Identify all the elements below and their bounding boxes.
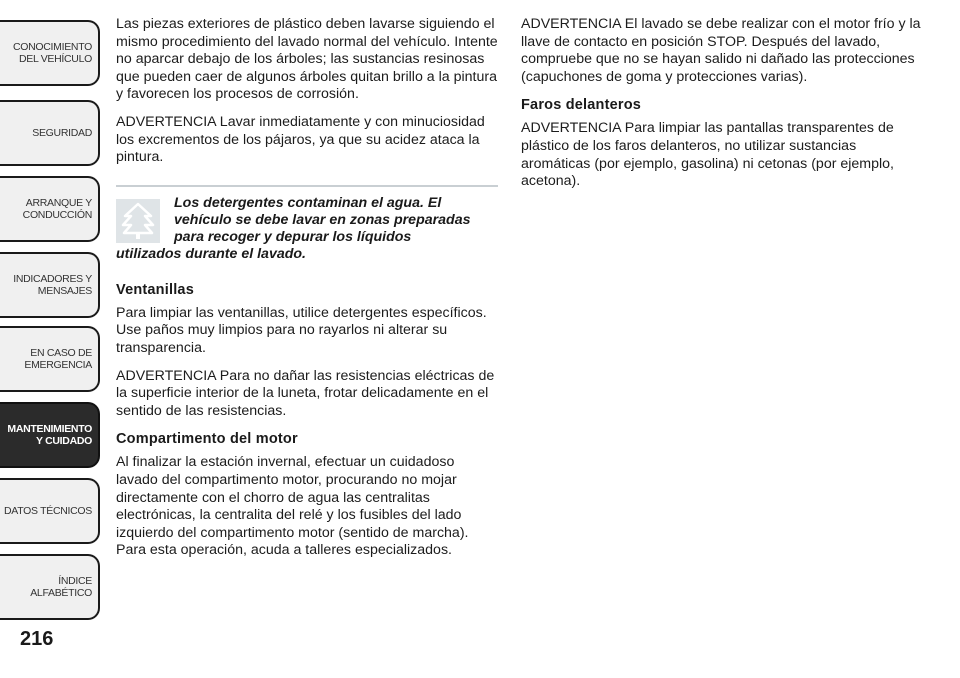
tab-indice[interactable] [0, 554, 100, 620]
warning-paragraph: ADVERTENCIA Para limpiar las pantallas transparentes de plástico de los faros delanteros, no utilizar sustancias aromáticas (por ejemplo, gasolina) ni cetonas (por ejemplo, acetona). [521, 120, 894, 190]
note-text: Los detergentes contaminan el agua. El vehículo se debe lavar en zonas preparadas para recoger y depurar los líquidos [174, 194, 471, 245]
tree-icon [116, 199, 160, 243]
warning-paragraph: ADVERTENCIA El lavado se debe realizar con el motor frío y la llave de contacto en posición STOP. Después del lavado, compruebe que no se hayan salido ni dañado las protecciones (capuchones de goma y protecciones varias). [521, 16, 921, 85]
tab-label: ARRANQUE Y CONDUCCIÓN [22, 197, 92, 221]
tab-label: CONOCIMIENTO DEL VEHÍCULO [12, 41, 92, 65]
tab-emergencia[interactable] [0, 326, 100, 392]
warning-paragraph: ADVERTENCIA Para no dañar las resistencias eléctricas de la superficie interior de la luneta, frotar delicadamente en el sentido de las resistencias. [116, 367, 495, 419]
tab-seguridad[interactable] [0, 100, 100, 166]
note-text-tail: utilizados durante el lavado. [116, 245, 306, 262]
tab-mantenimiento[interactable] [0, 402, 100, 468]
heading-compartimento-motor: Compartimento del motor [116, 431, 298, 448]
tab-arranque[interactable] [0, 176, 100, 242]
tab-datos-tecnicos[interactable] [0, 478, 100, 544]
paragraph: Al finalizar la estación invernal, efectuar un cuidadoso lavado del compartimento motor, procurando no mojar directamente con el chorro de agua las centralitas electrónicas, la centralita del relé y los fusibles del lado izquierdo del compartimento motor (sentido de marcha). Para esta operación, acuda a talleres especializados. [116, 454, 469, 559]
right-column [521, 16, 921, 201]
tab-indicadores[interactable] [0, 252, 100, 318]
tab-conocimiento[interactable] [0, 20, 100, 86]
tab-label: ÍNDICE ALFABÉTICO [30, 575, 92, 599]
tab-label: SEGURIDAD [32, 127, 92, 139]
tab-label: EN CASO DE EMERGENCIA [24, 347, 92, 371]
left-column [116, 16, 498, 570]
tab-label: INDICADORES Y MENSAJES [13, 273, 92, 297]
environment-note [116, 185, 498, 263]
paragraph: Para limpiar las ventanillas, utilice detergentes específicos. Use paños muy limpios para no rayarlos ni alterar su transparencia. [116, 304, 487, 356]
heading-faros: Faros delanteros [521, 97, 642, 114]
tab-label: MANTENIMIENTO Y CUIDADO [7, 423, 92, 447]
heading-ventanillas: Ventanillas [116, 281, 194, 298]
chapter-tabs [0, 0, 100, 678]
tab-label: DATOS TÉCNICOS [4, 505, 92, 517]
paragraph: Las piezas exteriores de plástico deben lavarse siguiendo el mismo procedimiento del lavado normal del vehículo. Intente no aparcar debajo de los árboles; las sustancias resinosas que pueden caer de algunos árboles quitan brillo a la pintura y favorecen los procesos de corrosión. [116, 16, 498, 103]
warning-paragraph: ADVERTENCIA Lavar inmediatamente y con minuciosidad los excrementos de los pájaros, ya que su acidez ataca la pintura. [116, 113, 485, 166]
page-number: 216 [20, 628, 54, 650]
